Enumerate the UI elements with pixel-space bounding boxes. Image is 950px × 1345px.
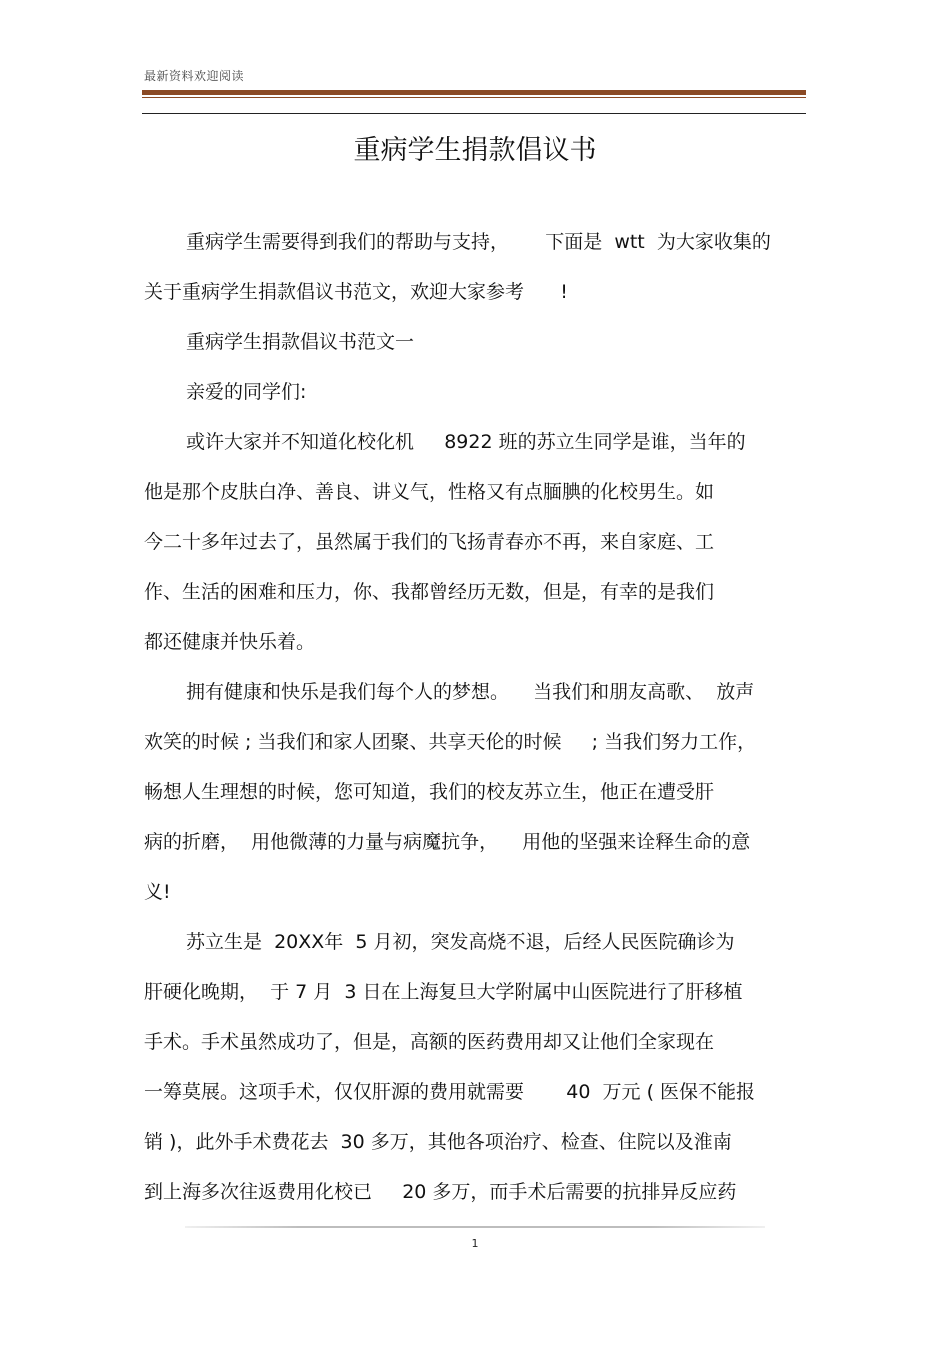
paragraph-line: 都还健康并快乐着。 (144, 631, 316, 653)
paragraph-line: 今二十多年过去了，虽然属于我们的飞扬青春亦不再，来自家庭、工 (144, 531, 715, 553)
paragraph-line: 义! (144, 881, 171, 903)
paragraph-line: 一筹莫展。这项手术，仅仅肝源的费用就需要 40 万元 ( 医保不能报 (144, 1081, 756, 1103)
header-rule-black (142, 113, 806, 114)
paragraph-line: 肝硬化晚期， 于 7 月 3 日在上海复旦大学附属中山医院进行了肝移植 (144, 981, 743, 1003)
header-rule-thin (142, 97, 806, 98)
paragraph-line: 病的折磨， 用他微薄的力量与病魔抗争， 用他的坚强来诠释生命的意 (144, 831, 751, 853)
paragraph-line: 重病学生需要得到我们的帮助与支持， 下面是 wtt 为大家收集的 (186, 231, 771, 253)
footer-rule (185, 1226, 765, 1228)
paragraph-line: 欢笑的时候 ; 当我们和家人团聚、共享天伦的时候 ; 当我们努力工作， (144, 731, 757, 753)
page-number: 1 (471, 1237, 479, 1250)
paragraph-line: 苏立生是 20XX年 5 月初，突发高烧不退，后经人民医院确诊为 (186, 931, 735, 953)
paragraph-line: 畅想人生理想的时候，您可知道，我们的校友苏立生，他正在遭受肝 (144, 781, 715, 803)
paragraph-line: 或许大家并不知道化校化机 8922 班的苏立生同学是谁，当年的 (186, 431, 746, 453)
paragraph-line: 拥有健康和快乐是我们每个人的梦想。 当我们和朋友高歌、 放声 (186, 681, 755, 703)
salutation: 亲爱的同学们: (186, 381, 307, 403)
section-heading: 重病学生捐款倡议书范文一 (186, 331, 415, 353)
header-rule-thick (142, 90, 806, 95)
header-text: 最新资料欢迎阅读 (144, 69, 245, 83)
paragraph-line: 作、生活的困难和压力，你、我都曾经历无数，但是，有幸的是我们 (144, 581, 715, 603)
paragraph-line: 手术。手术虽然成功了，但是，高额的医药费用却又让他们全家现在 (144, 1031, 715, 1053)
paragraph-line: 到上海多次往返费用化校已 20 多万，而手术后需要的抗排异反应药 (144, 1181, 737, 1203)
paragraph-line: 关于重病学生捐款倡议书范文，欢迎大家参考 ! (144, 281, 568, 303)
document-title: 重病学生捐款倡议书 (353, 135, 597, 166)
paragraph-line: 销 )，此外手术费花去 30 多万，其他各项治疗、检查、住院以及淮南 (144, 1131, 732, 1153)
paragraph-line: 他是那个皮肤白净、善良、讲义气，性格又有点腼腆的化校男生。如 (144, 481, 715, 503)
